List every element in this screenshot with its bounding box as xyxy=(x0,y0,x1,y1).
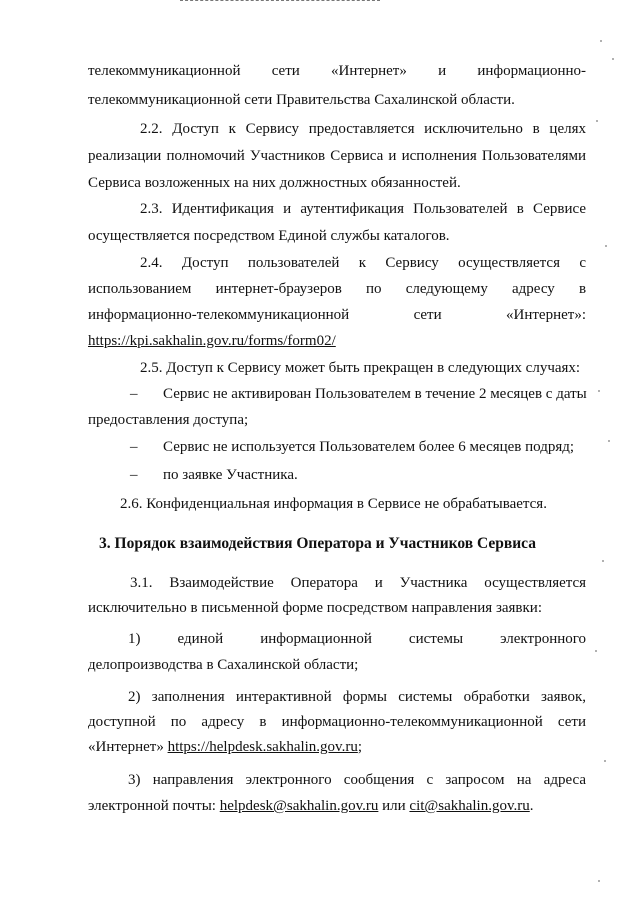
word: Оператора xyxy=(290,575,358,591)
word: телекоммуникационной xyxy=(88,63,241,79)
scan-speck xyxy=(598,390,600,392)
scan-speck xyxy=(604,760,606,762)
word: «Интернет»: xyxy=(506,307,586,323)
p24-line4 xyxy=(88,332,586,351)
word: Взаимодействие xyxy=(169,575,274,591)
scan-speck xyxy=(608,440,610,442)
p24-line2 xyxy=(88,280,586,299)
word: сети xyxy=(413,307,442,323)
section-heading xyxy=(0,534,635,553)
word: доступной xyxy=(88,714,156,730)
internet-label: «Интернет» xyxy=(88,739,164,755)
word: 2.4. xyxy=(140,255,163,271)
scan-speck xyxy=(595,650,597,652)
list-dash: – xyxy=(130,439,138,455)
scan-speck xyxy=(598,880,600,882)
p22-line2: реализации полномочий Участников Сервиса и исполнения Пользователями xyxy=(88,148,586,164)
scan-speck xyxy=(612,58,614,60)
word: интернет-браузеров xyxy=(215,281,342,297)
word: Участника xyxy=(399,575,468,591)
p31-line2: исключительно в письменной форме посредством направления заявки: xyxy=(88,600,542,616)
item2-line3 xyxy=(88,738,586,757)
p22-line3: Сервиса возложенных на них должностных обязанностей. xyxy=(88,175,461,191)
list-dash: – xyxy=(130,467,138,483)
p22-line1: 2.2. Доступ к Сервису предоставляется исключительно в целях xyxy=(140,121,586,137)
word: адресу xyxy=(512,281,555,297)
word: «Интернет» xyxy=(331,63,407,79)
p21-line2: телекоммуникационной сети Правительства Сахалинской области. xyxy=(88,92,515,108)
word: использованием xyxy=(88,281,192,297)
p25-line1: 2.5. Доступ к Сервису может быть прекращен в следующих случаях: xyxy=(140,360,581,376)
word: пользователей xyxy=(247,255,340,271)
scan-speck xyxy=(602,560,604,562)
list-dash: – xyxy=(130,386,138,402)
scan-speck xyxy=(596,120,598,122)
word: по xyxy=(170,714,187,730)
item2-line1: 2) заполнения интерактивной формы системы обработки заявок, xyxy=(128,689,586,705)
word: единой xyxy=(177,631,224,647)
item1-line2: делопроизводства в Сахалинской области; xyxy=(88,657,359,673)
scan-speck xyxy=(600,40,602,42)
p25-item1-line1: Сервис не активирован Пользователем в течение 2 месяцев с даты xyxy=(163,386,587,402)
scan-speck xyxy=(605,245,607,247)
word: по xyxy=(365,281,382,297)
word: электронного xyxy=(500,631,587,647)
word: Доступ xyxy=(181,255,229,271)
word: информационной xyxy=(260,631,372,647)
word: информационно-телекоммуникационной xyxy=(281,714,543,730)
cit-email-link[interactable]: cit@sakhalin.gov.ru xyxy=(409,798,530,814)
word: и xyxy=(438,63,447,79)
p25-item3: по заявке Участника. xyxy=(163,467,298,483)
word: к xyxy=(358,255,367,271)
word: информационно- xyxy=(477,63,587,79)
item2-line2 xyxy=(88,713,586,732)
word: в xyxy=(259,714,267,730)
punctuation: . xyxy=(529,798,534,814)
item1-line1 xyxy=(128,630,586,649)
word: адресу xyxy=(201,714,245,730)
p24-line1 xyxy=(140,254,586,273)
p24-line3 xyxy=(88,306,586,325)
helpdesk-email-link[interactable]: helpdesk@sakhalin.gov.ru xyxy=(219,798,379,814)
or-word: или xyxy=(382,798,406,814)
word: осуществляется xyxy=(484,575,587,591)
p31-line1 xyxy=(130,574,586,593)
p26-line1: 2.6. Конфиденциальная информация в Сервисе не обрабатывается. xyxy=(120,496,547,512)
item3-line1: 3) направления электронного сообщения с запросом на адреса xyxy=(128,772,586,788)
word: 1) xyxy=(128,631,141,647)
word: с xyxy=(579,255,586,271)
p21-line1 xyxy=(88,62,586,81)
word: Сервису xyxy=(385,255,439,271)
word: следующему xyxy=(405,281,488,297)
p23-line2: осуществляется посредством Единой службы каталогов. xyxy=(88,228,450,244)
kpi-link[interactable]: https://kpi.sakhalin.gov.ru/forms/form02/ xyxy=(88,333,336,349)
p25-item1-line2: предоставления доступа; xyxy=(88,412,249,428)
section-heading-text: 3. Порядок взаимодействия Оператора и Участников Сервиса xyxy=(99,535,536,552)
scan-top-edge xyxy=(180,0,380,2)
p25-item2: Сервис не используется Пользователем более 6 месяцев подряд; xyxy=(163,439,575,455)
email-label: электронной почты: xyxy=(88,798,216,814)
word: системы xyxy=(408,631,464,647)
word: информационно-телекоммуникационной xyxy=(88,307,350,323)
word: сети xyxy=(271,63,300,79)
word: 3.1. xyxy=(130,575,153,591)
item3-line2 xyxy=(88,797,586,816)
p23-line1: 2.3. Идентификация и аутентификация Пользователей в Сервисе xyxy=(140,201,586,217)
word: в xyxy=(578,281,587,297)
word: и xyxy=(374,575,383,591)
word: осуществляется xyxy=(458,255,560,271)
helpdesk-link[interactable]: https://helpdesk.sakhalin.gov.ru xyxy=(167,739,358,755)
punctuation: ; xyxy=(357,739,363,755)
word: сети xyxy=(557,714,587,730)
